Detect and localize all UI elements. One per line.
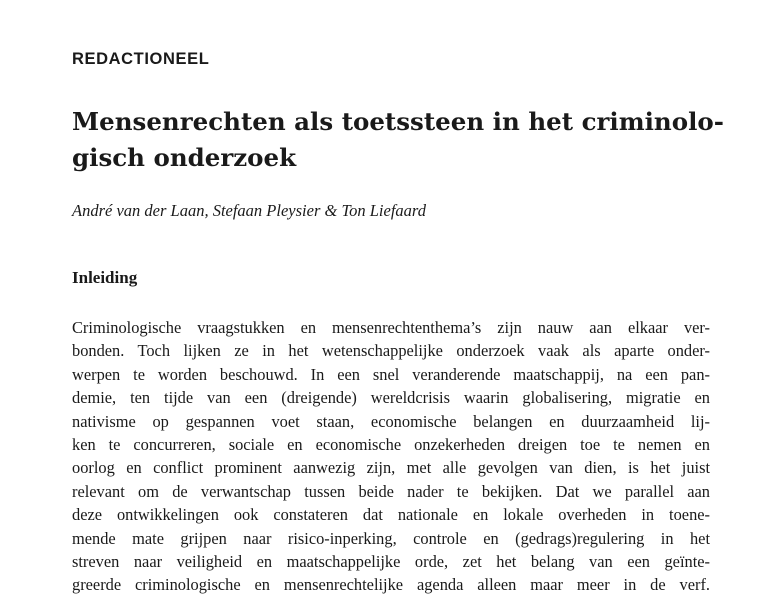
article-title — [72, 104, 724, 176]
paragraph-line: streven naar veiligheid en maatschappelijke orde, zet het belang van een geïnte- — [72, 551, 710, 571]
title-line: gisch onderzoek — [72, 143, 297, 172]
article-authors: André van der Laan, Stefaan Pleysier & Ton Liefaard — [72, 201, 426, 220]
paragraph-line: ken te concurreren, sociale en economische onzekerheden dreigen toe te nemen en — [72, 434, 710, 454]
section-label: REDACTIONEEL — [72, 50, 210, 68]
paragraph-line: greerde criminologische en mensenrechtelijke agenda alleen maar meer in de verf. — [72, 575, 710, 595]
body-paragraph — [72, 316, 710, 597]
paragraph-line: mende mate grijpen naar risico-inperking, controle en (gedrags)regulering in het — [72, 528, 710, 548]
paragraph-line: deze ontwikkelingen ook constateren dat nationale en lokale overheden in toene- — [72, 505, 710, 525]
paragraph-line: bonden. Toch lijken ze in het wetenschappelijke onderzoek vaak als aparte onder- — [72, 341, 710, 361]
paragraph-line: oorlog en conflict prominent aanwezig zijn, met alle gevolgen van dien, is het juist — [72, 458, 710, 478]
paragraph-line: werpen te worden beschouwd. In een snel veranderende maatschappij, na een pan- — [72, 364, 710, 384]
paragraph-line: demie, ten tijde van een (dreigende) wereldcrisis waarin globalisering, migratie en — [72, 388, 710, 408]
paragraph-line: relevant om de verwantschap tussen beide nader te bekijken. Dat we parallel aan — [72, 481, 710, 501]
title-line: Mensenrechten als toetssteen in het criminolo- — [72, 107, 724, 136]
section-heading: Inleiding — [72, 268, 138, 287]
paragraph-line: nativisme op gespannen voet staan, economische belangen en duurzaamheid lij- — [72, 411, 710, 431]
paragraph-line: Criminologische vraagstukken en mensenrechtenthema’s zijn nauw aan elkaar ver- — [72, 318, 710, 337]
